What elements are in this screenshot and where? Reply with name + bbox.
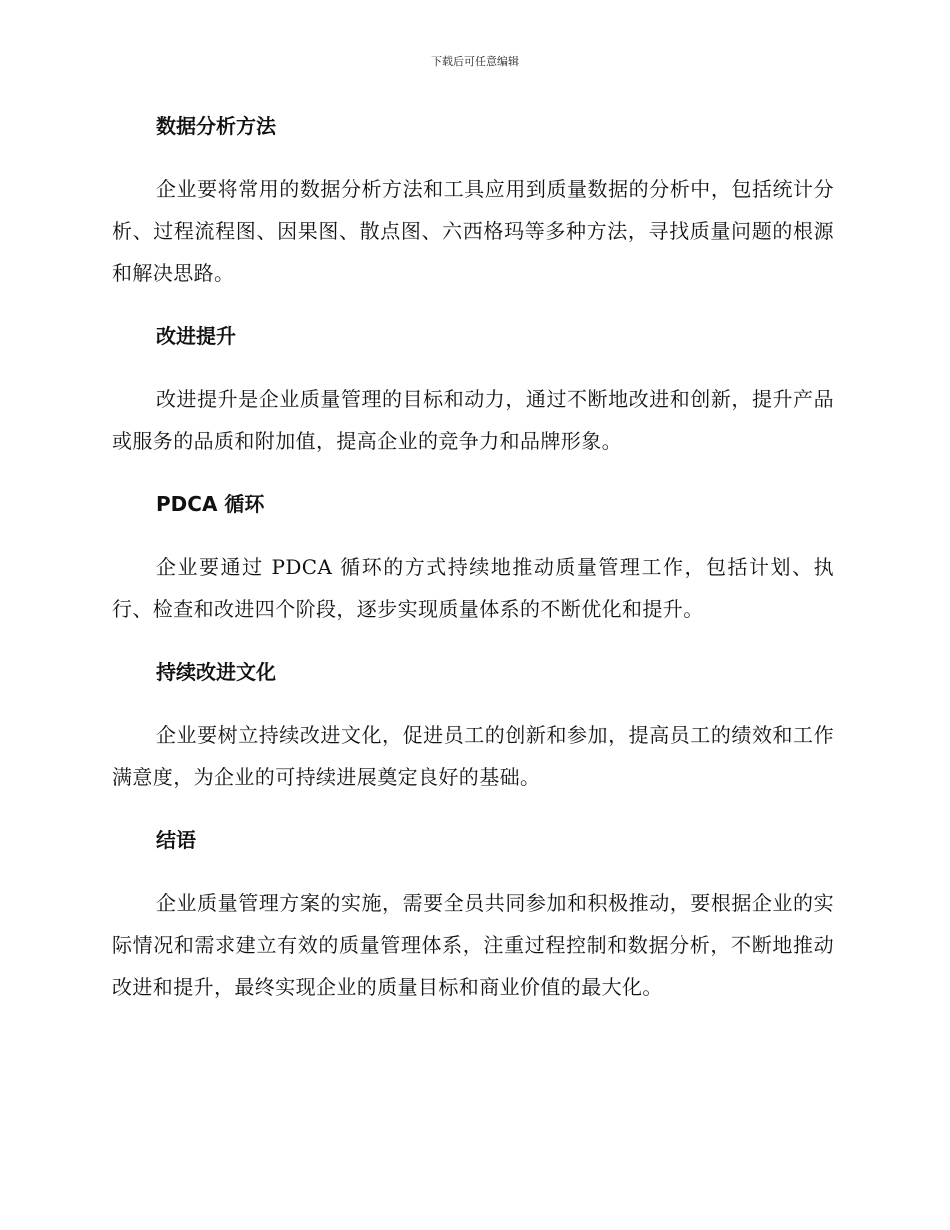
section-paragraph: 企业要树立持续改进文化，促进员工的创新和参加，提高员工的绩效和工作满意度，为企业的可持续进展奠定良好的基础。 [112,723,834,789]
section-pdca-cycle [112,488,834,630]
section-paragraph: 企业质量管理方案的实施，需要全员共同参加和积极推动，要根据企业的实际情况和需求建立有效的质量管理体系，注重过程控制和数据分析，不断地推动改进和提升，最终实现企业的质量目标和商业价值的最大化。 [112,891,834,999]
section-data-analysis-methods [112,110,834,294]
section-heading: 改进提升 [156,324,236,348]
section-paragraph: 企业要将常用的数据分析方法和工具应用到质量数据的分析中，包括统计分析、过程流程图、因果图、散点图、六西格玛等多种方法，寻找质量问题的根源和解决思路。 [112,177,834,285]
section-heading: 持续改进文化 [156,660,276,684]
section-continuous-improvement-culture [112,656,834,798]
section-heading: 数据分析方法 [156,114,276,138]
section-improvement [112,320,834,462]
section-heading: PDCA 循环 [156,492,265,516]
section-paragraph: 企业要通过 PDCA 循环的方式持续地推动质量管理工作，包括计划、执行、检查和改进四个阶段，逐步实现质量体系的不断优化和提升。 [112,555,834,621]
section-conclusion [112,824,834,1008]
section-heading: 结语 [156,828,196,852]
document-content [112,110,834,1034]
page-header-note: 下载后可任意编辑 [431,55,519,68]
section-paragraph: 改进提升是企业质量管理的目标和动力，通过不断地改进和创新，提升产品或服务的品质和附加值，提高企业的竞争力和品牌形象。 [112,387,834,453]
